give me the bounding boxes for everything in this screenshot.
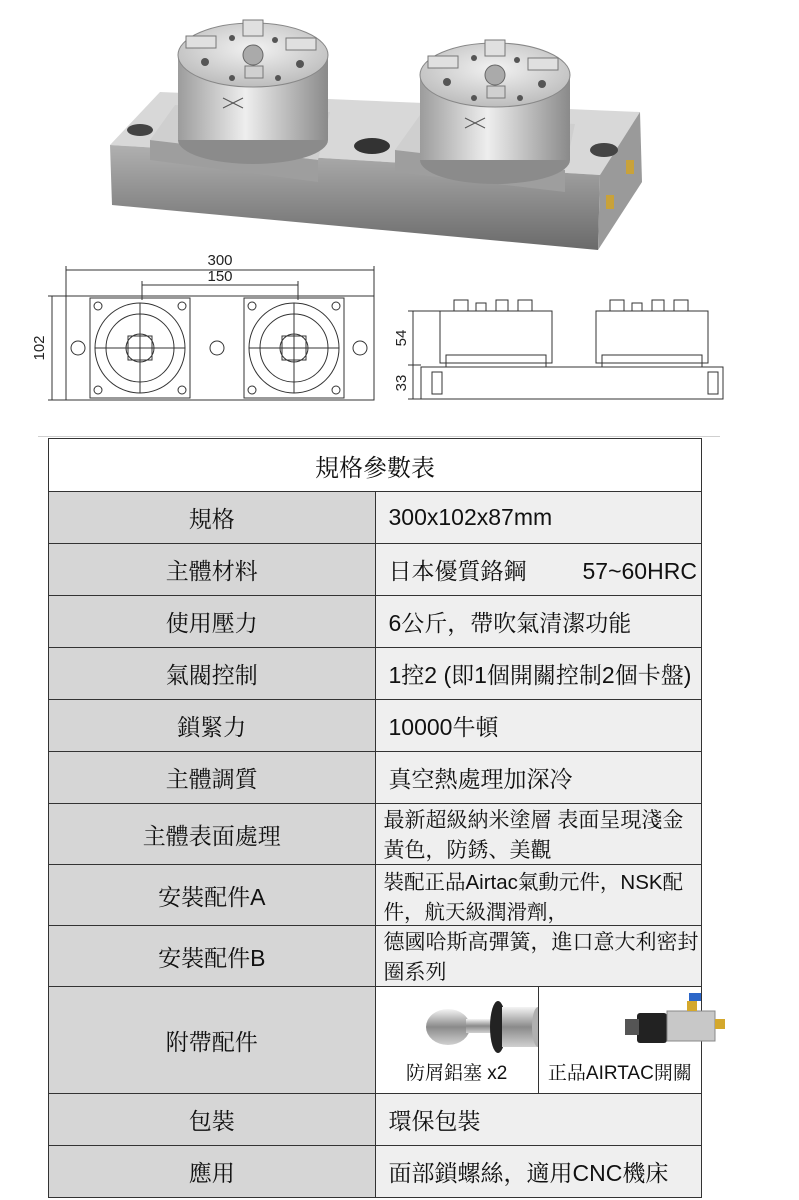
row-label: 主體調質 bbox=[49, 752, 376, 804]
dim-width: 102 bbox=[31, 335, 48, 361]
table-row bbox=[49, 752, 702, 804]
dim-base-height: 33 bbox=[393, 374, 410, 392]
row-value: 德國哈斯高彈簧，進口意大利密封圈系列 bbox=[375, 926, 702, 987]
accessory-airtac-caption: 正品AIRTAC開關 bbox=[547, 1063, 692, 1084]
row-value: 300x102x87mm bbox=[375, 492, 702, 544]
table-row bbox=[49, 865, 702, 926]
row-label: 鎖緊力 bbox=[49, 700, 376, 752]
row-label: 安裝配件A bbox=[49, 865, 376, 926]
table-row bbox=[49, 804, 702, 865]
table-row bbox=[49, 596, 702, 648]
row-label: 氣閥控制 bbox=[49, 648, 376, 700]
row-label: 規格 bbox=[49, 492, 376, 544]
accessory-airtac-switch bbox=[538, 987, 701, 1093]
row-value: 日本優質鉻鋼 bbox=[388, 558, 527, 584]
row-value: 環保包裝 bbox=[375, 1094, 702, 1146]
table-row bbox=[49, 1146, 702, 1198]
table-row bbox=[49, 544, 702, 596]
row-label: 包裝 bbox=[49, 1094, 376, 1146]
table-row bbox=[49, 700, 702, 752]
dim-top-height: 54 bbox=[393, 329, 410, 347]
table-title: 規格參數表 bbox=[49, 439, 702, 492]
airtac-valve-icon bbox=[539, 987, 799, 1067]
dim-spacing: 150 bbox=[207, 268, 233, 285]
row-label: 應用 bbox=[49, 1146, 376, 1198]
accessory-plug bbox=[376, 987, 538, 1093]
separator bbox=[38, 436, 720, 437]
row-label: 主體表面處理 bbox=[49, 804, 376, 865]
row-value-hardness: 57~60HRC bbox=[582, 558, 697, 584]
row-value: 1控2 (即1個開關控制2個卡盤) bbox=[375, 648, 702, 700]
row-label: 附帶配件 bbox=[49, 987, 376, 1094]
row-value: 最新超級納米塗層 表面呈現淺金黃色，防銹、美觀 bbox=[375, 804, 702, 865]
table-row bbox=[49, 648, 702, 700]
technical-drawing bbox=[0, 252, 750, 432]
table-row bbox=[49, 1094, 702, 1146]
row-value: 裝配正品Airtac氣動元件，NSK配件，航天級潤滑劑， bbox=[375, 865, 702, 926]
row-label: 安裝配件B bbox=[49, 926, 376, 987]
table-row bbox=[49, 926, 702, 987]
dim-total-length: 300 bbox=[207, 252, 233, 269]
accessory-plug-caption: 防屑鋁塞 x2 bbox=[405, 1063, 508, 1084]
table-row-accessories bbox=[49, 987, 702, 1094]
row-value: 真空熱處理加深冷 bbox=[375, 752, 702, 804]
table-row bbox=[49, 492, 702, 544]
row-value: 10000牛頓 bbox=[375, 700, 702, 752]
row-value: 面部鎖螺絲，適用CNC機床 bbox=[375, 1146, 702, 1198]
product-render bbox=[0, 0, 750, 265]
row-value: 6公斤，帶吹氣清潔功能 bbox=[375, 596, 702, 648]
row-label: 主體材料 bbox=[49, 544, 376, 596]
spec-table bbox=[48, 438, 702, 1198]
row-label: 使用壓力 bbox=[49, 596, 376, 648]
